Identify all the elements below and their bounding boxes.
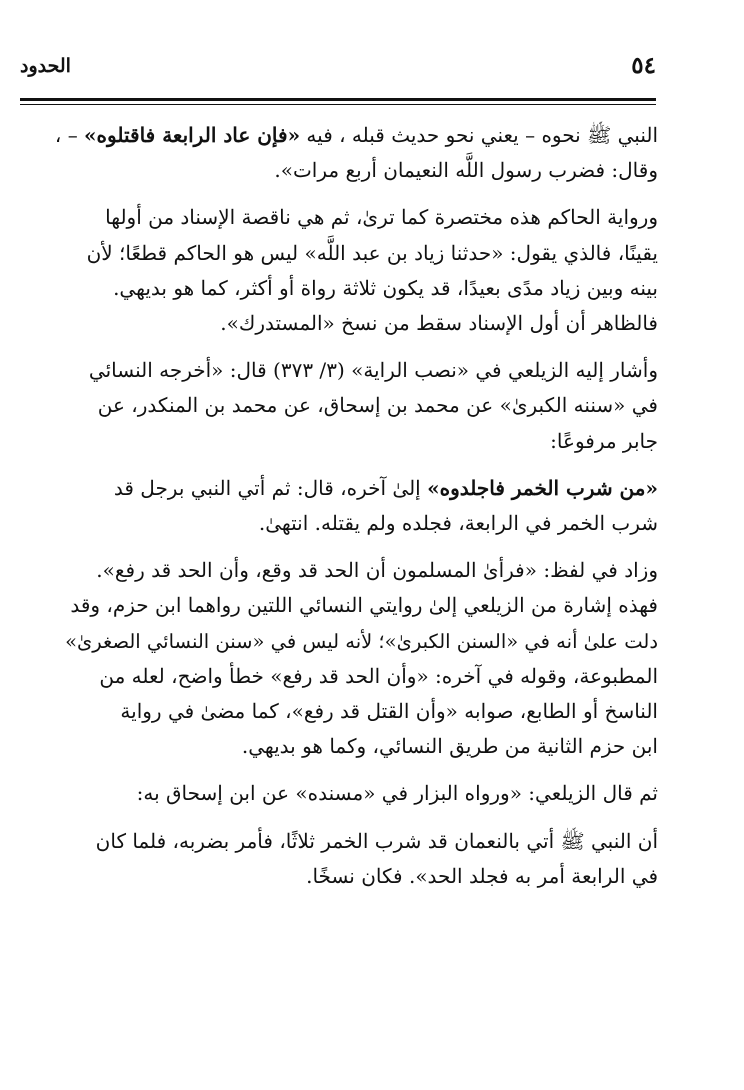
paragraph (52, 118, 658, 188)
line-text: وقال: فضرب رسول اللَّه النعيمان أربع مرات». (274, 158, 658, 183)
line-text: دلت علىٰ أنه في «السنن الكبرىٰ»؛ لأنه ليس في «سنن النسائي الصغرىٰ» (65, 629, 658, 653)
text-line (52, 729, 658, 764)
line-text: – ، (54, 123, 85, 147)
emphasized-quote: «من شرب الخمر فاجلدوه» (427, 475, 658, 500)
running-title: الحدود (20, 55, 71, 77)
line-text: الناسخ أو الطابع، صوابه «وأن القتل قد رفع»، كما مضىٰ في رواية (120, 699, 658, 724)
text-line (52, 553, 658, 588)
text-line (52, 506, 658, 541)
line-text: المطبوعة، وقوله في آخره: «وأن الحد قد رفع» خطأ واضح، لعله من (99, 663, 658, 688)
text-line (52, 306, 658, 341)
text-line (52, 271, 658, 306)
line-text: في «سننه الكبرىٰ» عن محمد بن إسحاق، عن محمد بن المنكدر، عن (97, 393, 658, 418)
line-text: ابن حزم الثانية من طريق النسائي، وكما هو بديهي. (241, 734, 658, 759)
header-rule-thick (20, 98, 656, 101)
paragraph (52, 776, 658, 811)
text-line (52, 153, 658, 188)
line-text: وزاد في لفظ: «فرأىٰ المسلمون أن الحد قد وقع، وأن الحد قد رفع». (96, 558, 658, 583)
text-line (52, 471, 658, 506)
text-line (52, 659, 658, 694)
line-text: أن النبي ﷺ أتي بالنعمان قد شرب الخمر ثلاثًا، فأمر بضربه، فلما كان (95, 828, 658, 853)
paragraph (52, 353, 658, 459)
text-line (52, 388, 658, 423)
text-line (52, 424, 658, 459)
line-text: فهذه إشارة من الزيلعي إلىٰ روايتي النسائي اللتين رواهما ابن حزم، وقد (70, 593, 658, 618)
paragraph (52, 471, 658, 541)
text-line (52, 776, 658, 811)
line-text: ورواية الحاكم هذه مختصرة كما ترىٰ، ثم هي ناقصة الإسناد من أولها (105, 205, 658, 230)
emphasized-quote: «فإن عاد الرابعة فاقتلوه» (84, 123, 301, 147)
line-text: إلىٰ آخره، قال: ثم أتي النبي برجل قد (113, 475, 428, 500)
text-line (52, 694, 658, 729)
header-rule-thin (20, 104, 656, 105)
line-text: فالظاهر أن أول الإسناد سقط من نسخ «المستدرك». (220, 311, 658, 336)
page-header (20, 52, 656, 86)
paragraph (52, 553, 658, 764)
line-text: بينه وبين زياد مدًى بعيدًا، قد يكون ثلاثة رواة أو أكثر، كما هو بديهي. (113, 275, 658, 300)
text-line (52, 118, 658, 153)
text-line (52, 588, 658, 623)
line-text: وأشار إليه الزيلعي في «نصب الراية» (٣/ ٣٧٣) قال: «أخرجه النسائي (88, 358, 658, 383)
line-text: شرب الخمر في الرابعة، فجلده ولم يقتله. انتهىٰ. (258, 511, 658, 536)
paragraph (52, 200, 658, 341)
line-text: ثم قال الزيلعي: «ورواه البزار في «مسنده» عن ابن إسحاق به: (136, 781, 658, 806)
paragraph (52, 824, 658, 894)
line-text: في الرابعة أمر به فجلد الحد». فكان نسخًا. (306, 863, 658, 888)
text-line (52, 200, 658, 235)
text-line (52, 236, 658, 271)
text-line (52, 624, 658, 659)
text-line (52, 859, 658, 894)
page-number: ٥٤ (631, 52, 656, 79)
text-line (52, 353, 658, 388)
line-text: جابر مرفوعًا: (550, 428, 658, 453)
text-line (52, 824, 658, 859)
line-text: النبي ﷺ نحوه – يعني نحو حديث قبله ، فيه (300, 123, 658, 147)
line-text: يقينًا، فالذي يقول: «حدثنا زياد بن عبد اللَّه» ليس هو الحاكم قطعًا؛ لأن (86, 240, 658, 265)
page-body (52, 118, 658, 894)
